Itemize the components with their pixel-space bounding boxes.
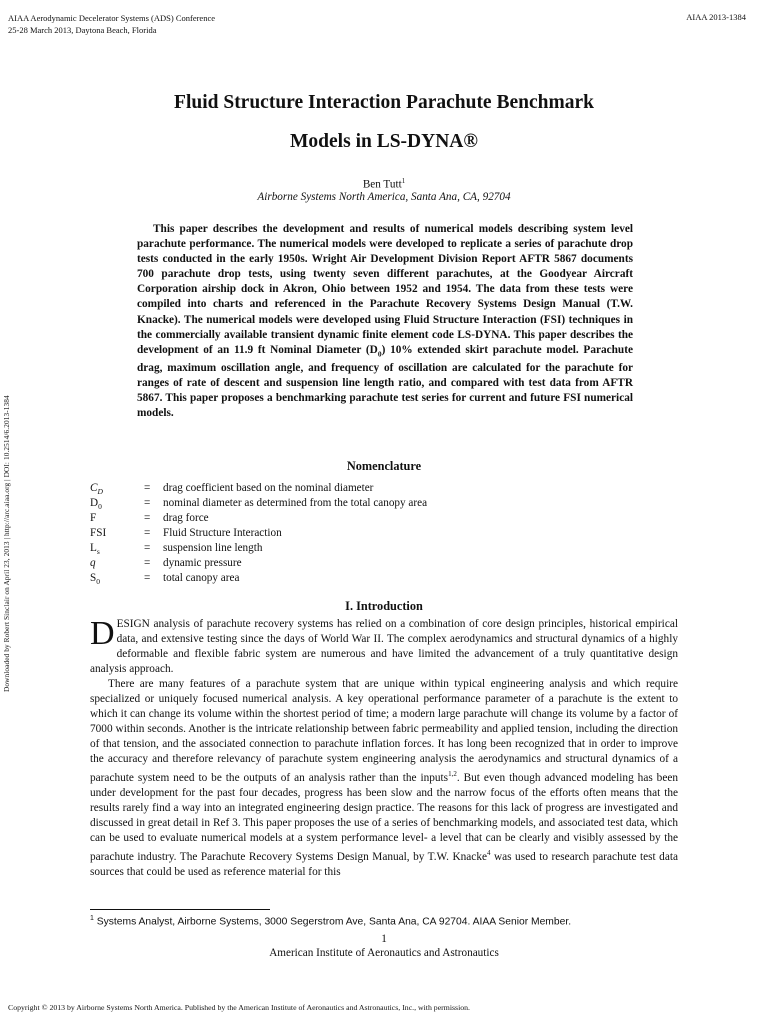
symbol-base: C: [90, 482, 98, 494]
nomenclature-definition: suspension line length: [163, 542, 263, 554]
symbol-subscript: 0: [96, 577, 100, 587]
symbol-base: L: [90, 542, 97, 554]
paper-id: AIAA 2013-1384: [686, 12, 746, 22]
nomenclature-equals: =: [144, 497, 151, 509]
nomenclature-symbol: q: [90, 557, 96, 569]
nomenclature-heading: Nomenclature: [346, 459, 422, 473]
author-footnote-mark: 1: [401, 177, 406, 185]
nomenclature-equals: =: [144, 542, 151, 554]
nomenclature-equals: =: [144, 512, 151, 524]
introduction-body: [90, 617, 678, 880]
conference-name: AIAA Aerodynamic Decelerator Systems (ADS) Conference: [8, 13, 216, 23]
nomenclature-row: [90, 511, 610, 526]
nomenclature-symbol: [90, 571, 100, 589]
copyright-notice: Copyright © 2013 by Airborne Systems North America. Published by the American Institute of Aeronautics and Astronautics, Inc., with permission.: [8, 1003, 470, 1012]
nomenclature-definition: drag coefficient based on the nominal diameter: [163, 482, 374, 494]
nomenclature-row: [90, 556, 610, 571]
paper-title-line-2: Models in LS-DYNA®: [290, 131, 478, 152]
author-affiliation: Airborne Systems North America, Santa Ana, CA, 92704: [257, 191, 511, 203]
nomenclature-row: [90, 481, 610, 496]
nomenclature-row: [90, 496, 610, 511]
paper-title-line-1: Fluid Structure Interaction Parachute Benchmark: [174, 92, 594, 113]
nomenclature-definition: drag force: [163, 512, 209, 524]
nomenclature-definition: dynamic pressure: [163, 557, 242, 569]
nomenclature-list: [90, 481, 610, 586]
abstract-text-1: This paper describes the development and results of numerical models describing system level parachute performance. The numerical models were developed to replicate a series of parachute drop tests conducted in the early 1950s. Wright Air Development Division Report AFTR 5867 documents 700 parachute drop tests, using twenty seven different parachutes, at the Goodyear Aircraft Corporation airship dock in Akron, Ohio between 1952 and 1954. The data from these tests were compiled into charts and referenced in the Parachute Recovery Systems Design Manual (T.W. Knacke). The numerical models were developed using Fluid Structure Interaction (FSI) techniques in the commercially available transient dynamic finite element code LS-DYNA. This paper describes the development of an 11.9 ft Nominal Diameter (D: [137, 223, 633, 356]
author-name: Ben Tutt: [362, 178, 402, 191]
symbol-base: S: [90, 572, 97, 584]
page-number: 1: [381, 933, 387, 945]
nomenclature-definition: Fluid Structure Interaction: [163, 527, 282, 539]
nomenclature-equals: =: [144, 557, 151, 569]
symbol-base: D: [90, 497, 99, 509]
nomenclature-row: [90, 571, 610, 586]
nomenclature-equals: =: [144, 572, 151, 584]
intro-paragraph-1-text: ESIGN analysis of parachute recovery systems has relied on a combination of core design principles, historical empirical data, and extensive testing since the days of World War II. The complex aerodynamics and structural dynamics of a highly deformable and flexible fabric system are numerous and have limited the advancement of a truly quantitative design analysis approach.: [90, 618, 678, 675]
symbol-subscript: 0: [98, 502, 102, 512]
author-line: [0, 177, 768, 191]
nomenclature-equals: =: [144, 482, 151, 494]
nomenclature-equals: =: [144, 527, 151, 539]
download-watermark: [0, 0, 14, 1024]
footnote-text: Systems Analyst, Airborne Systems, 3000 Segerstrom Ave, Santa Ana, CA 92704. AIAA Senior Member.: [93, 916, 572, 928]
download-notice: Downloaded by Robert Sinclair on April 23, 2013 | http://arc.aiaa.org | DOI: 10.2514/6.2013-1384: [2, 395, 11, 692]
symbol-subscript: D: [97, 487, 103, 497]
symbol-subscript: s: [96, 547, 100, 557]
nomenclature-row: [90, 526, 610, 541]
citation-superscript: 1,2: [448, 770, 457, 778]
introduction-heading: I. Introduction: [345, 599, 423, 613]
intro-paragraph-2: [90, 677, 678, 880]
footnote-divider: [90, 909, 270, 910]
footnote-mark: 1: [90, 915, 94, 922]
intro-paragraph-2-text-a: There are many features of a parachute system that are unique within typical engineering analysis and which require specialized or uniquely focused numerical analysis. A key operational performance parameter of a parachute is the extent to which it can change its volume within the shortest period of time; a modern large parachute will change its volume by a factor of 7000 within seconds. Another is the intricate relationship between fabric permeability and applied tension, including the direction of that tension, and the associated connection to parachute inflation forces. It has long been recognized that in order to improve the accuracy and therefore relevancy of parachute system engineering analysis the aerodynamics and structural dynamics of a parachute system need to be the outputs of an analysis rather than the inputs: [90, 678, 678, 784]
drop-cap: D: [90, 615, 115, 652]
footnote: [90, 915, 571, 927]
abstract-text-2: ) 10% extended skirt parachute model. Parachute drag, maximum oscillation angle, and frequency of oscillation are calculated for the parachute for ranges of rate of descent and suspension line length ratio, and compared with test data from AFTR 5867. This paper proposes a benchmarking parachute test series for current and future FSI numerical models.: [137, 343, 633, 420]
nomenclature-symbol: FSI: [90, 527, 107, 539]
nomenclature-definition: total canopy area: [163, 572, 240, 584]
abstract: [137, 222, 633, 421]
intro-paragraph-2-text-c: was used to research parachute test data sources that could be used as reference material for this: [90, 850, 678, 878]
abstract-subscript: 0: [377, 349, 382, 358]
citation-superscript: 4: [487, 848, 491, 857]
conference-dates: 25-28 March 2013, Daytona Beach, Florida: [8, 25, 157, 35]
intro-paragraph-1: [90, 617, 678, 677]
nomenclature-row: [90, 541, 610, 556]
nomenclature-definition: nominal diameter as determined from the total canopy area: [163, 497, 428, 509]
nomenclature-symbol: F: [90, 512, 97, 524]
conference-header: [8, 12, 215, 36]
intro-paragraph-2-text-b: . But even though advanced modeling has been under development for the past four decades, progress has been slow and the narrow focus of the efforts often means that the results rarely find a way into an integrated engineering design practice. The reasons for this lack of progress are investigated and discussed in great detail in Ref 3. This paper proposes the use of a series of benchmarking models, and associated test data, which can be used to evaluate numerical models at a system performance level- a level that can be clearly and visibly assessed by the parachute industry. The Parachute Recovery Systems Design Manual, by T.W. Knacke: [90, 771, 678, 863]
publisher-footer: American Institute of Aeronautics and Astronautics: [269, 947, 499, 959]
